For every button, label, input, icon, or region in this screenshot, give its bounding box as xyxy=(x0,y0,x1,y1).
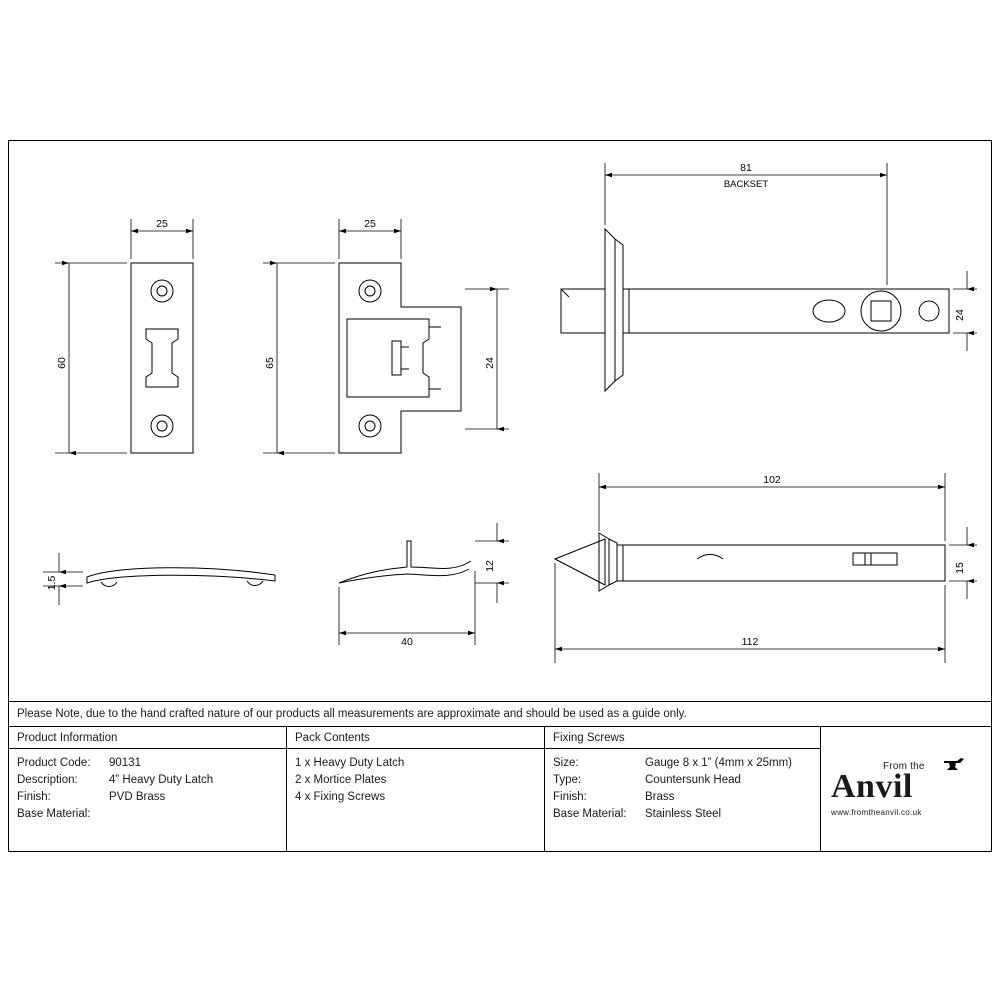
anvil-icon xyxy=(943,757,965,776)
dim-backset-label: BACKSET xyxy=(723,179,769,190)
dim-lip-width: 40 xyxy=(401,636,413,648)
screw-base-material-key: Base Material: xyxy=(553,808,627,820)
screw-size-row xyxy=(553,755,812,772)
dim-face-plate-width: 25 xyxy=(156,218,168,230)
dim-face-plate-height: 60 xyxy=(56,357,68,369)
description-key: Description: xyxy=(17,774,78,786)
product-code-value: 90131 xyxy=(109,757,141,769)
drawing-area xyxy=(9,141,991,701)
product-code-key: Product Code: xyxy=(17,757,91,769)
screw-base-material-value: Stainless Steel xyxy=(645,808,722,820)
dim-strike-plate-depth: 24 xyxy=(484,357,496,369)
logo-main-text: Anvil xyxy=(831,768,913,805)
description-row xyxy=(17,772,278,789)
screw-type-row xyxy=(553,772,812,789)
screw-finish-key: Finish: xyxy=(553,791,587,803)
dim-strike-plate-width: 25 xyxy=(364,218,376,230)
product-code-row xyxy=(17,755,278,772)
base-material-row xyxy=(17,806,278,823)
logo-url-text: www.fromtheanvil.co.uk xyxy=(831,808,922,817)
info-table xyxy=(9,727,991,851)
screw-finish-value: Brass xyxy=(645,791,675,803)
logo-top-text: From the xyxy=(883,761,925,772)
dim-plate-thickness: 1.5 xyxy=(46,575,58,591)
finish-key: Finish: xyxy=(17,791,51,803)
finish-row xyxy=(17,789,278,806)
pack-contents-column xyxy=(287,727,545,851)
base-material-key: Base Material: xyxy=(17,808,91,820)
dim-strike-plate-height: 65 xyxy=(264,357,276,369)
pack-contents-item: 1 x Heavy Duty Latch xyxy=(295,757,405,769)
screw-type-key: Type: xyxy=(553,774,582,786)
base-material-value xyxy=(109,806,278,823)
pack-contents-item: 4 x Fixing Screws xyxy=(295,791,386,803)
screw-finish-row xyxy=(553,789,812,806)
dim-backset-value: 81 xyxy=(740,162,752,174)
finish-value: PVD Brass xyxy=(109,791,166,803)
latch-technical-drawing xyxy=(9,141,991,701)
screw-size-key: Size: xyxy=(553,757,579,769)
fixing-screws-title: Fixing Screws xyxy=(545,732,820,749)
brand-logo xyxy=(821,727,991,851)
technical-drawing-sheet xyxy=(8,140,992,852)
dim-lip-height: 12 xyxy=(484,560,496,572)
pack-contents-title: Pack Contents xyxy=(287,732,544,749)
pack-contents-item: 2 x Mortice Plates xyxy=(295,774,387,786)
measurement-note: Please Note, due to the hand crafted nature of our products all measurements are approximate and should be used as a guide only. xyxy=(9,701,991,727)
dim-latch-body-length: 102 xyxy=(763,474,781,486)
product-information-column xyxy=(9,727,287,851)
fixing-screws-column xyxy=(545,727,821,851)
screw-base-material-row xyxy=(553,806,812,823)
screw-type-value: Countersunk Head xyxy=(645,774,741,786)
description-value: 4” Heavy Duty Latch xyxy=(109,774,214,786)
screw-size-value: Gauge 8 x 1” (4mm x 25mm) xyxy=(645,757,792,769)
logo-column xyxy=(821,727,991,851)
product-information-title: Product Information xyxy=(9,732,286,749)
dim-latch-body-height: 24 xyxy=(954,309,966,321)
dim-latch-side-height: 15 xyxy=(954,562,966,574)
dim-latch-total-length: 112 xyxy=(741,636,759,648)
